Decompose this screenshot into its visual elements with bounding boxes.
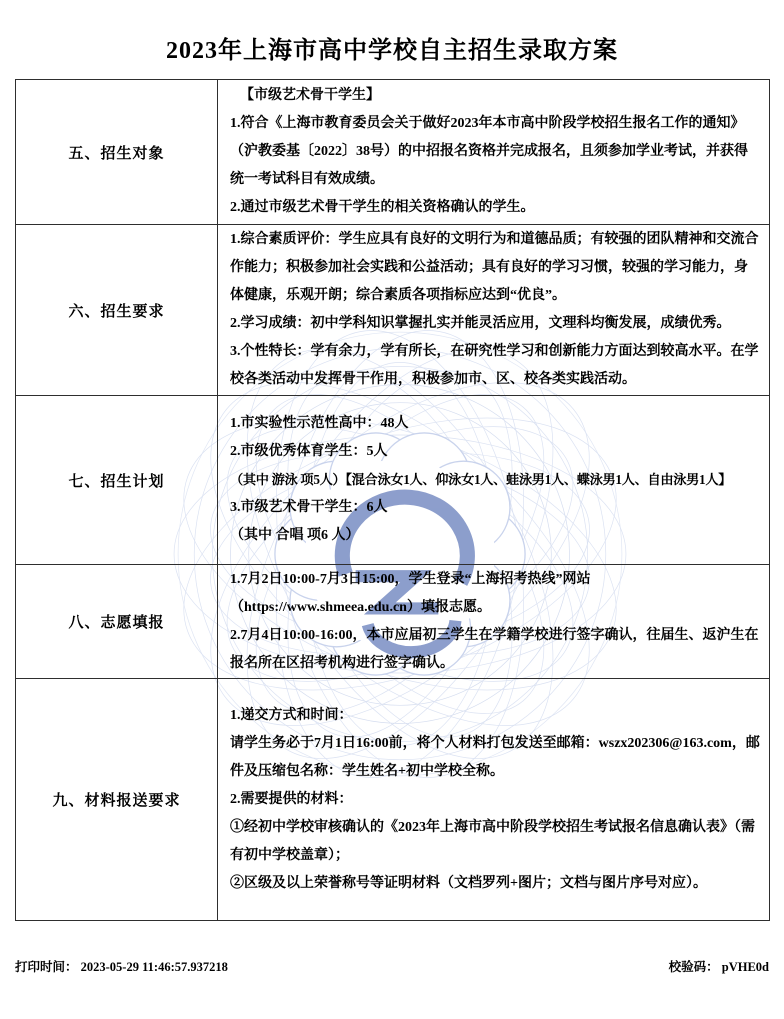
- row-content: [218, 80, 769, 224]
- row-content: [218, 396, 769, 564]
- paragraph: （其中 合唱 项6 人）: [230, 528, 360, 543]
- table-row: [16, 80, 769, 224]
- verification-code-label: 校验码：: [668, 960, 719, 974]
- table-row: [16, 395, 769, 564]
- verification-code-value: pVHE0d: [721, 960, 769, 974]
- row-header: 七、招生计划: [16, 396, 218, 564]
- paragraph: 1.7月2日10:00-7月3日15:00，学生登录“上海招考热线”网站（https://www.shmeea.edu.cn）填报志愿。: [230, 571, 591, 615]
- paragraph: 1.综合素质评价：学生应具有良好的文明行为和道德品质；有较强的团队精神和交流合作能力；积极参加社会实践和公益活动；具有良好的学习习惯，较强的学习能力，身体健康，乐观开朗；综合素质各项指标应达到“优良”。: [230, 232, 759, 303]
- table-row: [16, 224, 769, 395]
- paragraph: 2.7月4日10:00-16:00，本市应届初三学生在学籍学校进行签字确认，往届生、返沪生在报名所在区招考机构进行签字确认。: [230, 627, 759, 671]
- row-content: [218, 679, 769, 920]
- print-time-label: 打印时间：: [15, 960, 78, 974]
- verification-code: [669, 957, 769, 975]
- row-header: 五、招生对象: [16, 80, 218, 224]
- print-time: [15, 957, 228, 975]
- row-header: 六、招生要求: [16, 225, 218, 395]
- enrollment-plan-table: [15, 79, 770, 921]
- paragraph: ①经初中学校审核确认的《2023年上海市高中阶段学校招生考试报名信息确认表》（需有初中学校盖章）；: [230, 819, 755, 863]
- table-row: [16, 564, 769, 678]
- row-header: 九、材料报送要求: [16, 679, 218, 920]
- paragraph: （其中 游泳 项5人）【混合泳女1人、仰泳女1人、蛙泳男1人、蝶泳男1人、自由泳男1人】: [230, 472, 732, 487]
- paragraph: 2.市级优秀体育学生：5人: [230, 444, 388, 459]
- paragraph: 2.学习成绩：初中学科知识掌握扎实并能灵活应用，文理科均衡发展，成绩优秀。: [230, 316, 731, 331]
- paragraph: 请学生务必于7月1日16:00前，将个人材料打包发送至邮箱：wszx202306@163.com，邮件及压缩包名称：学生姓名+初中学校全称。: [230, 735, 760, 779]
- paragraph: 1.市实验性示范性高中：48人: [230, 416, 409, 431]
- paragraph: 1.递交方式和时间：: [230, 707, 353, 723]
- paragraph: 2.通过市级艺术骨干学生的相关资格确认的学生。: [230, 200, 535, 215]
- paragraph: 1.符合《上海市教育委员会关于做好2023年本市高中阶段学校招生报名工作的通知》（沪教委基〔2022〕38号）的中招报名资格并完成报名，且须参加学业考试，并获得统一考试科目有效成绩。: [230, 116, 748, 187]
- page-title: 2023年上海市高中学校自主招生录取方案: [166, 38, 618, 64]
- paragraph: 3.市级艺术骨干学生：6人: [230, 500, 388, 515]
- table-row: [16, 678, 769, 920]
- print-time-value: 2023-05-29 11:46:57.937218: [80, 960, 228, 974]
- paragraph: 【市级艺术骨干学生】: [240, 88, 380, 103]
- row-content: [218, 565, 769, 678]
- paragraph: 2.需要提供的材料：: [230, 791, 353, 807]
- paragraph: 3.个性特长：学有余力，学有所长，在研究性学习和创新能力方面达到较高水平。在学校各类活动中发挥骨干作用，积极参加市、区、校各类实践活动。: [230, 344, 759, 387]
- paragraph: ②区级及以上荣誉称号等证明材料（文档罗列+图片；文档与图片序号对应）。: [230, 875, 707, 891]
- row-content: [218, 225, 769, 395]
- row-header: 八、志愿填报: [16, 565, 218, 678]
